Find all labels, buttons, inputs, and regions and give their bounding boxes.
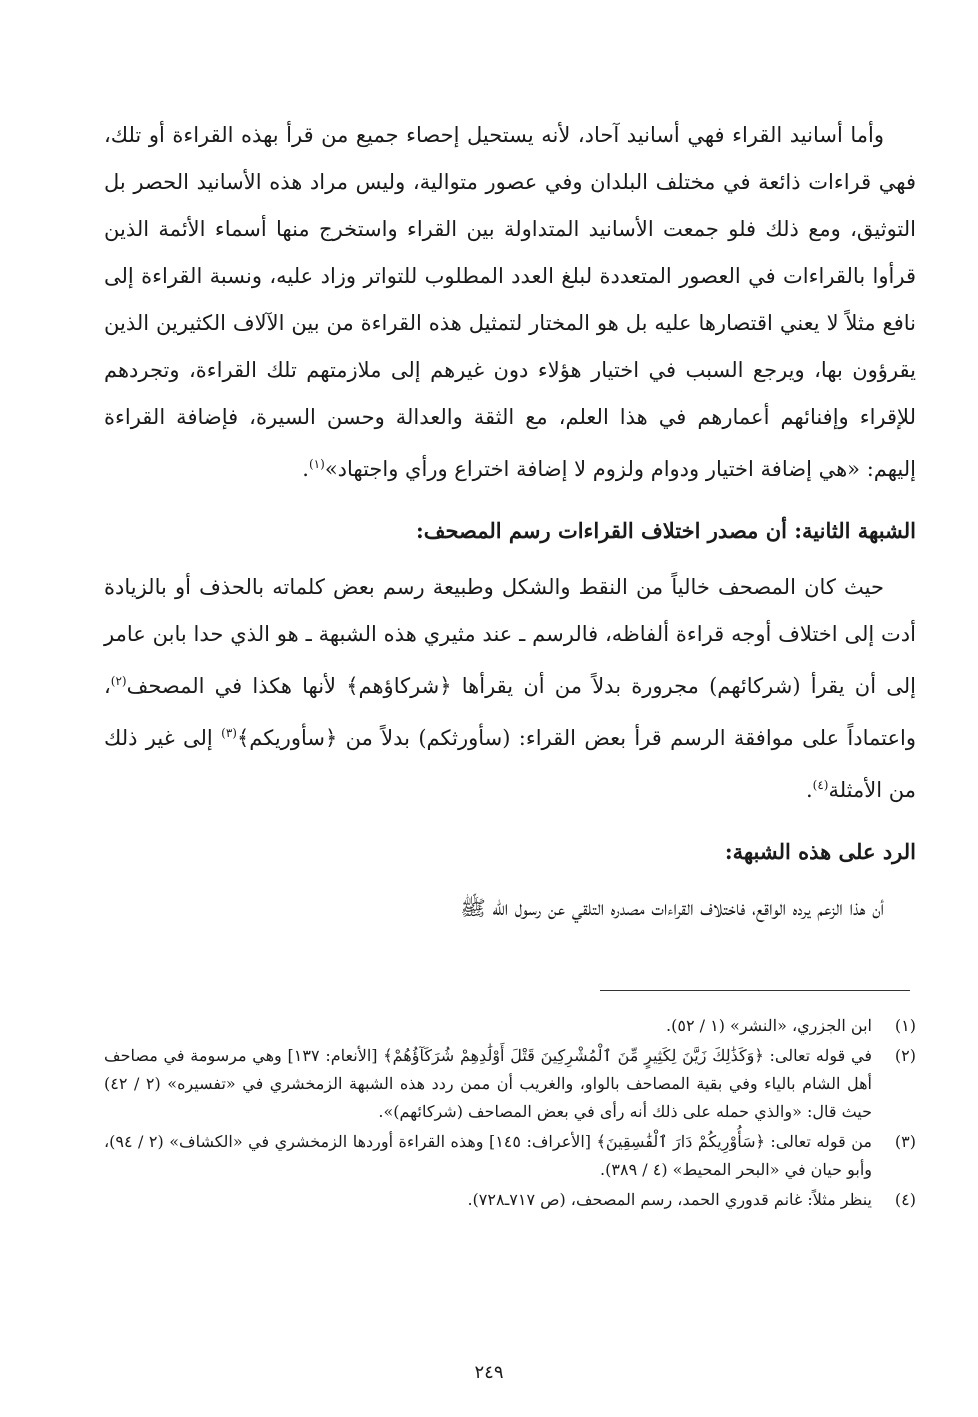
- footnote-number: (٢): [894, 1046, 916, 1065]
- footnote-ref-3: (٣): [221, 726, 237, 740]
- footnote-divider: [600, 990, 910, 991]
- footnote-number: (٣): [894, 1132, 916, 1151]
- main-text: [104, 112, 916, 932]
- footnote-ref-2: (٢): [110, 674, 127, 688]
- paragraph-rasm-text-b: ، واعتماداً على موافقة الرسم قرأ بعض القراء: (سأورثكم) بدلاً من ﴿سأوريكم﴾: [104, 674, 917, 750]
- footnote-item: [104, 1012, 916, 1040]
- section-heading-second-doubt: الشبهة الثانية: أن مصدر اختلاف القراءات رسم المصحف:: [415, 518, 916, 543]
- paragraph-rasm: [104, 564, 916, 814]
- paragraph-rasm-text-a: حيث كان المصحف خالياً من النقط والشكل وطبيعة رسم بعض كلماته بالحذف أو بالزيادة أدت إلى اختلاف أوجه قراءة ألفاظه، فالرسم ـ عند مثيري هذه الشبهة ـ هو الذي حدا بابن عامر إلى أن يقرأ (شركائهم) مجرورة بدلاً من أن يقرأها ﴿شركاؤهم﴾ لأنها هكذا في المصحف: [104, 575, 916, 698]
- footnotes: [104, 1012, 916, 1216]
- footnote-text: ابن الجزري، «النشر» (١ / ٥٢).: [666, 1016, 872, 1035]
- paragraph-rasm-text-c: إلى غير ذلك من الأمثلة: [104, 726, 916, 802]
- footnote-ref-4: (٤): [812, 778, 829, 792]
- footnote-text: من قوله تعالى: ﴿سَأُوْرِيكُمْ دَارَ ٱلْفَٰسِقِينَ﴾ [الأعراف: ١٤٥] وهذه القراءة أوردها الزمخشري في «الكشاف» (٢ / ٩٤)، وأبو حيان في «البحر المحيط» (٤ / ٣٨٩).: [104, 1132, 873, 1179]
- paragraph-asanid: [104, 112, 916, 493]
- footnote-number: (٤): [894, 1190, 916, 1209]
- paragraph-response: أن هذا الزعم يرده الواقع، فاختلاف القراءات مصدره التلقي عن رسول الله ﷺ: [460, 896, 884, 920]
- paragraph-asanid-end: .: [302, 457, 309, 481]
- footnote-item: [104, 1128, 916, 1184]
- page-number: ٢٤٩: [474, 1362, 504, 1383]
- footnote-text: ينظر مثلاً: غانم قدوري الحمد، رسم المصحف، (ص ٧١٧ـ٧٢٨).: [467, 1190, 872, 1209]
- footnote-text: في قوله تعالى: ﴿وَكَذَٰلِكَ زَيَّنَ لِكَثِيرٍ مِّنَ ٱلْمُشْرِكِينَ قَتْلَ أَوْلَٰدِهِمْ شُرَكَآؤُهُمْ﴾ [الأنعام: ١٣٧] وهي مرسومة في مصاحف أهل الشام بالياء وفي بقية المصاحف بالواو، والغريب أن ممن ردد هذه الشبهة الزمخشري في «تفسيره» (٢ / ٤٢) حيث قال: «والذي حمله على ذلك أنه رأى في بعض المصاحف (شركائهم)».: [104, 1046, 873, 1121]
- paragraph-asanid-text: وأما أسانيد القراء فهي أسانيد آحاد، لأنه يستحيل إحصاء جميع من قرأ بهذه القراءة أو تلك، فهي قراءات ذائعة في مختلف البلدان وفي عصور متوالية، وليس مراد هذه الأسانيد الحصر بل التوثيق، ومع ذلك فلو جمعت الأسانيد المتداولة بين القراء واستخرج منها أسماء الأئمة الذين قرأوا بالقراءات في العصور المتعددة لبلغ العدد المطلوب للتواتر وزاد عليه، ونسبة القراءة إلى نافع مثلاً لا يعني اقتصارها عليه بل هو المختار لتمثيل هذه القراءة من بين الآلاف الكثيرين الذين يقرؤون بها، ويرجع السبب في اختيار هؤلاء دون غيرهم إلى ملازمتهم تلك القراءة، وتجردهم للإقراء وإفنائهم أعمارهم في هذا العلم، مع الثقة والعدالة وحسن السيرة، فإضافة القراءة إليهم: «هي إضافة اختيار ودوام ولزوم لا إضافة اختراع ورأي واجتهاد»: [104, 123, 916, 481]
- footnote-number: (١): [894, 1016, 916, 1035]
- paragraph-rasm-end: .: [805, 778, 813, 802]
- footnote-ref-1: (١): [308, 457, 325, 471]
- section-heading-response: الرد على هذه الشبهة:: [724, 839, 916, 864]
- footnote-item: [104, 1042, 916, 1126]
- footnote-item: [104, 1186, 916, 1214]
